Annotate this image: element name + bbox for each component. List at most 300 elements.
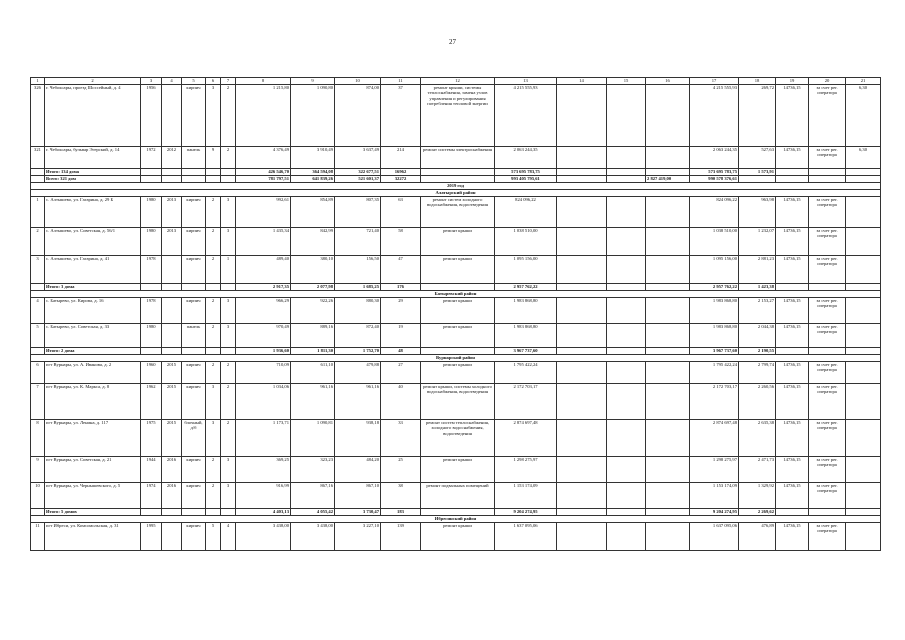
table-cell: 2 [221,384,236,420]
table-cell [846,362,881,384]
table-cell: ремонт крыши [421,457,495,483]
table-cell: 1 423,38 [739,284,776,291]
section-heading-row [31,183,881,190]
table-cell: 2 827 419,00 [646,176,690,183]
table-cell [182,348,206,355]
table-cell [557,298,607,324]
table-cell: 3 [221,324,236,348]
table-cell: 29 [381,298,421,324]
table-cell: 1 752,70 [335,348,381,355]
table-cell: 1 095 156,00 [690,256,739,284]
table-cell: 1960 [141,362,162,384]
table-cell: за счет рег. оператора [809,384,846,420]
table-cell: 1944 [141,457,162,483]
table-cell [557,362,607,384]
table-cell: с. Алтышево, ул. Гагарина, д. 41 [45,256,141,284]
table-cell [809,348,846,355]
table-cell: 1995 [141,523,162,551]
table-cell: 25 [381,457,421,483]
table-cell: 37 [381,85,421,147]
page-number: 27 [449,38,456,46]
total-row [31,169,881,176]
table-cell: 2 [206,197,221,228]
table-cell [31,509,45,516]
table-cell: 3 967 737,60 [690,348,739,355]
table-cell: 527,63 [739,147,776,169]
table-cell: пгт Вурнары, ул. А. Иванова, д. 2 [45,362,141,384]
table-cell: 1 034,06 [236,384,291,420]
table-row [31,362,881,384]
table-cell: кирпич [182,523,206,551]
table-cell: 2 063 244,35 [495,147,557,169]
table-cell: 990 578 376,61 [690,176,739,183]
table-cell [162,256,182,284]
section-heading: Алатырский район [31,190,881,197]
table-cell: 1 685,25 [335,284,381,291]
table-cell: ремонт систем холодного водоснабжения, водоотведения [421,197,495,228]
table-cell: 2 077,98 [291,284,335,291]
column-number-cell: 20 [809,78,846,85]
table-cell: 2 [221,420,236,457]
table-cell: за счет рег. оператора [809,228,846,256]
column-number-cell: 9 [291,78,335,85]
table-cell [607,523,646,551]
column-number-cell: 17 [690,78,739,85]
table-cell [646,298,690,324]
table-cell: 4 [31,298,45,324]
section-heading: Батыревский район [31,291,881,298]
column-number-cell: 7 [221,78,236,85]
table-cell: 4 [221,523,236,551]
table-cell: 2 [206,457,221,483]
table-cell: 11 [31,523,45,551]
table-cell [646,284,690,291]
table-cell [557,483,607,509]
column-number-cell: 2 [45,78,141,85]
table-cell: 2 471,73 [739,457,776,483]
total-row [31,176,881,183]
table-cell [206,169,221,176]
table-cell: 3 438,00 [291,523,335,551]
table-cell: 3 [221,228,236,256]
column-number-cell: 13 [495,78,557,85]
table-cell: 3 [31,256,45,284]
table-cell [557,256,607,284]
table-cell: 2 172 703,17 [495,384,557,420]
table-cell: 14736,15 [776,324,809,348]
table-cell [646,509,690,516]
table-cell: 1 095 156,00 [495,256,557,284]
table-cell: 14736,15 [776,420,809,457]
table-cell: ремонт систем теплоснабжения, холодного водоснабжения, водоотведения [421,420,495,457]
table-cell [221,509,236,516]
section-heading: 2019 год [31,183,881,190]
column-number-cell: 18 [739,78,776,85]
column-number-cell: 4 [162,78,182,85]
table-row [31,298,881,324]
table-cell: 824 096,22 [690,197,739,228]
table-cell: 2015 [162,362,182,384]
table-cell: панель [182,324,206,348]
table-cell: 19 [381,324,421,348]
table-cell [221,284,236,291]
table-cell: кирпич [182,197,206,228]
table-cell [221,169,236,176]
table-cell: 3 [221,483,236,509]
table-cell [421,348,495,355]
table-cell: 611,10 [291,362,335,384]
table-cell: с. Батырево, ул. Советская, д. 33 [45,324,141,348]
table-cell: с. Батырево, ул. Кирова, д. 16 [45,298,141,324]
table-cell [557,228,607,256]
table-cell: 2 190,55 [739,348,776,355]
table-cell: 14736,15 [776,298,809,324]
table-cell: 14736,15 [776,483,809,509]
table-cell [557,197,607,228]
table-cell: пгт Вурнары, ул. Чернышевского, д. 5 [45,483,141,509]
table-cell [557,523,607,551]
table-cell: 426 546,70 [236,169,291,176]
table-cell: 3 730,47 [335,509,381,516]
table-cell: 1974 [141,483,162,509]
table-cell: 8 [31,420,45,457]
table-cell: 641 839,26 [291,176,335,183]
table-cell [607,256,646,284]
table-cell: блочный, д/б [182,420,206,457]
table-cell [206,509,221,516]
table-cell: 321 [31,147,45,169]
table-cell [776,348,809,355]
table-cell [162,284,182,291]
table-cell: 58 [381,228,421,256]
table-cell: кирпич [182,483,206,509]
table-cell: 1 038 510,00 [495,228,557,256]
table-cell [809,169,846,176]
table-cell: 874,00 [335,85,381,147]
table-cell: ремонт подвальных помещений [421,483,495,509]
table-cell [557,147,607,169]
table-cell: 2 635,38 [739,420,776,457]
table-cell: пгт Вурнары, ул. К. Маркса, д. 8 [45,384,141,420]
column-number-cell: 1 [31,78,45,85]
table-cell: 48 [381,348,421,355]
table-cell: 2 [206,324,221,348]
table-row [31,228,881,256]
table-cell [776,169,809,176]
table-cell [646,197,690,228]
table-cell [162,348,182,355]
table-cell: 9 204 274,95 [495,509,557,516]
table-cell: 1956 [141,85,162,147]
table-cell: 2 [221,147,236,169]
table-cell: 2015 [162,420,182,457]
table-cell: 176 [381,284,421,291]
table-cell [221,176,236,183]
table-cell: 1978 [141,298,162,324]
table-cell [846,509,881,516]
table-cell [162,85,182,147]
table-cell: за счет рег. оператора [809,298,846,324]
table-cell: 9 [31,457,45,483]
table-cell [607,169,646,176]
table-cell [646,324,690,348]
table-cell [846,298,881,324]
table-cell: ремонт крыши [421,298,495,324]
table-cell: за счет рег. оператора [809,362,846,384]
section-heading-row [31,291,881,298]
table-cell [607,509,646,516]
table-cell [31,348,45,355]
table-cell: 2 [31,228,45,256]
table-cell: 3 [221,457,236,483]
table-cell: 3 [206,420,221,457]
column-number-cell: 16 [646,78,690,85]
table-cell: 1 936,60 [236,348,291,355]
table-cell [607,298,646,324]
table-cell: 1 811,30 [291,348,335,355]
column-number-cell: 11 [381,78,421,85]
table-cell: 326 [31,85,45,147]
table-cell: 14736,15 [776,85,809,147]
table-cell: 2 260,56 [739,384,776,420]
table-cell: 214 [381,147,421,169]
table-cell: 2 172 703,17 [690,384,739,420]
table-cell: 1 435,34 [236,228,291,256]
table-cell: 14736,15 [776,384,809,420]
table-cell: 573 695 783,75 [495,169,557,176]
table-cell [646,85,690,147]
table-cell: Итого: 5 домов [45,509,141,516]
table-cell: 2 [206,298,221,324]
table-cell: 14736,15 [776,256,809,284]
table-cell [846,457,881,483]
table-cell: ремонт крыши [421,523,495,551]
table-cell: 1 173,71 [236,420,291,457]
table-cell: 7 [31,384,45,420]
table-cell: 489,40 [236,256,291,284]
table-cell [557,85,607,147]
table-cell: с. Алтышево, ул. Гагарина, д. 29 Б [45,197,141,228]
table-cell: 40 [381,384,421,420]
table-cell: 961,16 [291,384,335,420]
table-cell: 781 797,51 [236,176,291,183]
table-cell: 2013 [162,197,182,228]
table-cell [557,169,607,176]
table-cell [607,420,646,457]
table-cell: 1962 [141,384,162,420]
table-cell [607,457,646,483]
table-cell: за счет рег. оператора [809,85,846,147]
table-cell: 867,16 [291,483,335,509]
table-cell: за счет рег. оператора [809,523,846,551]
table-cell [607,147,646,169]
table-cell: 9 [206,147,221,169]
table-cell: за счет рег. оператора [809,147,846,169]
table-cell: 4 403,13 [236,509,291,516]
table-cell: 710,09 [236,362,291,384]
table-cell: 2 917,35 [236,284,291,291]
table-cell: 824 096,22 [495,197,557,228]
table-cell: 2 881,23 [739,256,776,284]
table-cell: 2 799,74 [739,362,776,384]
table-cell: 842,99 [291,228,335,256]
column-number-cell: 12 [421,78,495,85]
table-cell [809,284,846,291]
table-cell: 6,30 [846,85,881,147]
table-cell: 38 [381,483,421,509]
table-cell: 269,72 [739,85,776,147]
table-cell: 1 153 174,09 [495,483,557,509]
table-body [31,78,881,551]
table-cell: 3 [206,384,221,420]
table-cell: кирпич [182,228,206,256]
table-cell: 521 601,37 [335,176,381,183]
table-cell: 14736,15 [776,457,809,483]
column-number-cell: 10 [335,78,381,85]
table-cell: 1 215,80 [236,85,291,147]
table-cell: кирпич [182,256,206,284]
table-cell [31,176,45,183]
table-cell: 6,30 [846,147,881,169]
table-cell: 4 215 555,93 [690,85,739,147]
table-cell [646,420,690,457]
table-cell [607,324,646,348]
table-cell: 2 [206,256,221,284]
table-cell [846,483,881,509]
table-cell: 1 637 095,06 [690,523,739,551]
table-cell: 2 874 697,48 [690,420,739,457]
table-cell [162,523,182,551]
table-cell [646,483,690,509]
column-number-cell: 15 [607,78,646,85]
table-cell: 3 227,10 [335,523,381,551]
table-cell: 139 [381,523,421,551]
table-cell: 32272 [381,176,421,183]
table-cell [846,384,881,420]
table-cell: 33 [381,420,421,457]
table-cell: 1 795 422,24 [495,362,557,384]
table-cell: 938,18 [335,420,381,457]
table-cell: 1 090,81 [291,420,335,457]
table-cell [162,509,182,516]
table-cell [646,256,690,284]
table-cell: 916,99 [236,483,291,509]
table-cell: пгт Вурнары, ул. Ленина, д. 117 [45,420,141,457]
column-number-cell: 21 [846,78,881,85]
table-cell [557,457,607,483]
table-cell: 4 055,42 [291,509,335,516]
table-cell: 3 [206,85,221,147]
table-cell [141,169,162,176]
table-cell [182,176,206,183]
table-cell: Итого: 2 дома [45,348,141,355]
table-cell: 1 983 868,80 [495,324,557,348]
table-cell: 2 063 244,35 [690,147,739,169]
table-row [31,324,881,348]
table-cell [221,348,236,355]
table-cell: за счет рег. оператора [809,256,846,284]
table-cell: 1980 [141,197,162,228]
table-cell: ремонт крыши, системы холодного водоснабжения, водоотведения [421,384,495,420]
table-cell: 6 [31,362,45,384]
section-heading: Вурнарский район [31,355,881,362]
table-cell [846,169,881,176]
table-cell [421,169,495,176]
table-row [31,457,881,483]
table-cell: кирпич [182,85,206,147]
table-cell: 2 [206,483,221,509]
table-cell [162,169,182,176]
table-cell: 14736,15 [776,523,809,551]
table-cell [421,176,495,183]
column-number-cell: 5 [182,78,206,85]
table-cell: за счет рег. оператора [809,197,846,228]
table-cell: 1 983 868,80 [690,298,739,324]
table-cell [846,228,881,256]
table-cell: 14736,15 [776,197,809,228]
table-cell: 1980 [141,228,162,256]
table-cell [646,362,690,384]
table-cell: 1 795 422,24 [690,362,739,384]
table-cell [846,420,881,457]
table-cell [607,176,646,183]
table-cell [557,284,607,291]
table-cell: 2016 [162,483,182,509]
table-cell [846,324,881,348]
table-cell: 4 376,49 [236,147,291,169]
table-cell [206,348,221,355]
column-number-cell: 19 [776,78,809,85]
table-cell: 2 957 762,22 [495,284,557,291]
table-cell: 1 298 275,97 [690,457,739,483]
table-cell: г. Чебоксары, проезд Шоссейный, д. 4 [45,85,141,147]
table-cell: кирпич [182,457,206,483]
table-cell: 1 983 868,80 [690,324,739,348]
table-cell: 3 [221,298,236,324]
table-cell: 867,10 [335,483,381,509]
table-cell: 16962 [381,169,421,176]
table-cell: 5 [31,324,45,348]
table-cell: 1 298 275,97 [495,457,557,483]
table-cell: Итого: 134 дома [45,169,141,176]
column-number-cell: 14 [557,78,607,85]
table-cell: 63 [381,197,421,228]
table-cell: 1 090,80 [291,85,335,147]
table-cell [846,176,881,183]
table-cell [776,509,809,516]
table-cell [31,169,45,176]
table-cell: 484,20 [335,457,381,483]
table-cell: 27 [381,362,421,384]
table-row [31,147,881,169]
table-cell [557,324,607,348]
table-cell: Всего: 321 дом [45,176,141,183]
table-cell: 14736,15 [776,228,809,256]
column-number-row [31,78,881,85]
table-cell: 2 874 697,48 [495,420,557,457]
table-cell [607,85,646,147]
table-cell: с. Алтышево, ул. Советская, д. 56/1 [45,228,141,256]
table-cell: 1 983 868,80 [495,298,557,324]
table-cell: 1 153 174,09 [690,483,739,509]
table-cell [557,176,607,183]
table-cell [557,420,607,457]
table-cell [646,169,690,176]
table-cell: 1 637 095,06 [495,523,557,551]
capital-repair-table [30,77,881,551]
table-cell: 1972 [141,147,162,169]
table-cell [607,284,646,291]
